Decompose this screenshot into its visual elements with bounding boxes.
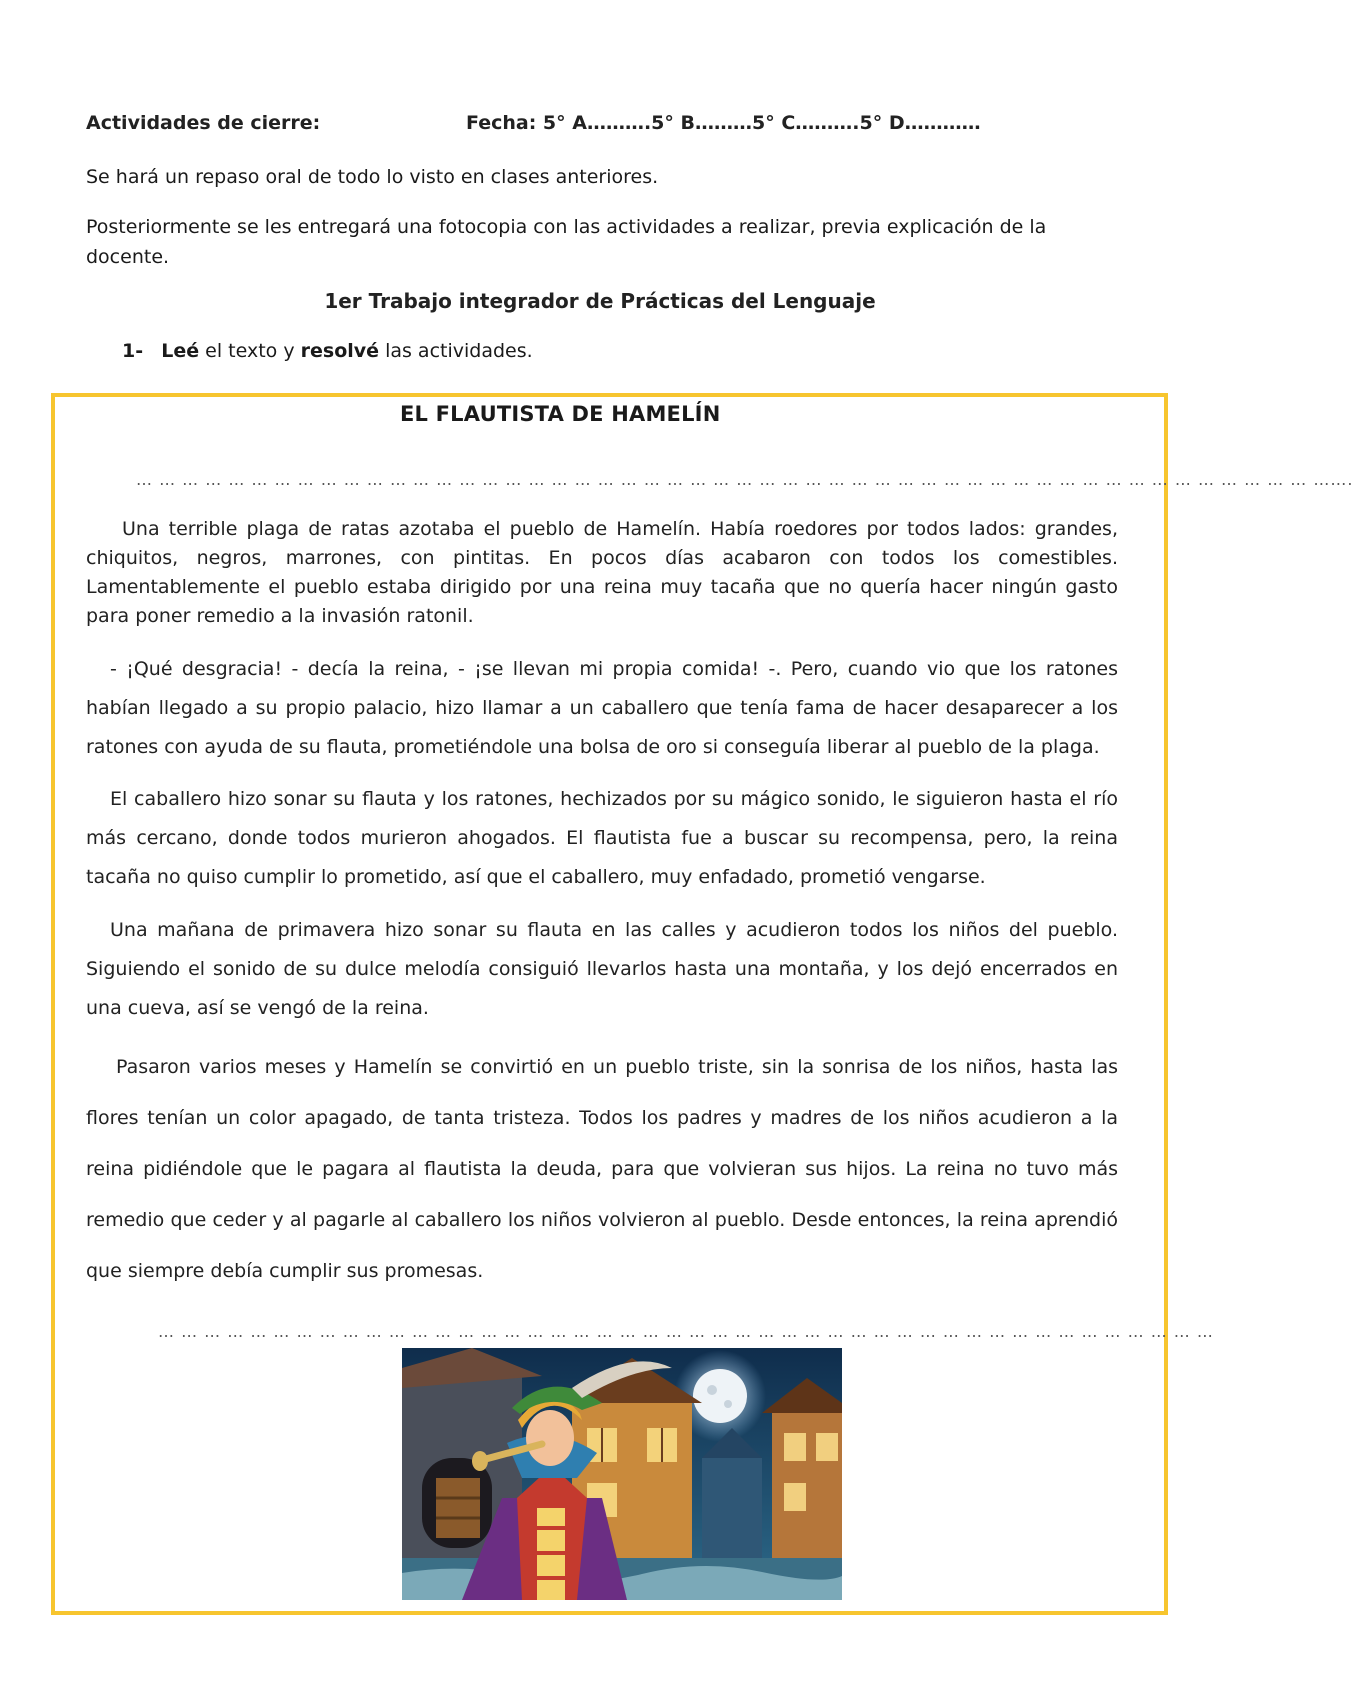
story-paragraph-1: Una terrible plaga de ratas azotaba el pueblo de Hamelín. Había roedores por todos lados: grandes, chiquitos, negros, marrones, con pintitas. En pocos días acabaron con todos los comestibles. Lamentablemente el pueblo estaba dirigido por una reina muy tacaña que no quería hacer ningún gasto para poner remedio a la invasión ratonil.	[86, 518, 1118, 627]
task-verb-solve: resolvé	[300, 340, 380, 362]
intro-paragraph-1: Se hará un repaso oral de todo lo visto en clases anteriores.	[86, 166, 659, 188]
pied-piper-illustration	[402, 1348, 842, 1600]
dotted-line-bottom: … … … … … … … … … … … … … … … … … … … … … … … … … … … … … … … … … … … … … … … … … … … … … …	[158, 1322, 1214, 1341]
story-paragraph-3: El caballero hizo sonar su flauta y los ratones, hechizados por su mágico sonido, le siguieron hasta el río más cercano, donde todos murieron ahogados. El flautista fue a buscar su recompensa, pero, la reina tacaña no quiso cumplir lo prometido, así que el caballero, muy enfadado, prometió vengarse.	[86, 788, 1118, 888]
dotted-line-top: … … … … … … … … … … … … … … … … … … … … … … … … … … … … … … … … … … … … … … … … … … … … … … … … … … … …….	[136, 470, 1353, 489]
task-end: las actividades.	[379, 340, 533, 362]
task-instruction	[122, 340, 533, 362]
task-number: 1-	[122, 340, 144, 362]
task-verb-read: Leé	[161, 340, 200, 362]
activities-label: Actividades de cierre:	[86, 112, 321, 134]
intro-paragraph-2: Posteriormente se les entregará una fotocopia con las actividades a realizar, previa explicación de la docente.	[86, 216, 1047, 268]
story-title: EL FLAUTISTA DE HAMELÍN	[400, 402, 721, 426]
story-paragraph-5: Pasaron varios meses y Hamelín se convirtió en un pueblo triste, sin la sonrisa de los niños, hasta las flores tenían un color apagado, de tanta tristeza. Todos los padres y madres de los niños acudieron a la reina pidiéndole que le pagara al flautista la deuda, para que volvieran sus hijos. La reina no tuvo más remedio que ceder y al pagarle al caballero los niños volvieron al pueblo. Desde entonces, la reina aprendió que siempre debía cumplir sus promesas.	[86, 1056, 1118, 1282]
date-line: Fecha: 5° A……….5° B………5° C……….5° D…………	[466, 112, 981, 134]
activities-header	[86, 112, 1126, 134]
task-middle: el texto y	[199, 340, 301, 362]
work-title: 1er Trabajo integrador de Prácticas del Lenguaje	[324, 289, 876, 313]
story-paragraph-2: - ¡Qué desgracia! - decía la reina, - ¡se llevan mi propia comida! -. Pero, cuando vio que los ratones habían llegado a su propio palacio, hizo llamar a un caballero que tenía fama de hacer desaparecer a los ratones con ayuda de su flauta, prometiéndole una bolsa de oro si conseguía liberar al pueblo de la plaga.	[86, 658, 1118, 758]
story-paragraph-4: Una mañana de primavera hizo sonar su flauta en las calles y acudieron todos los niños del pueblo. Siguiendo el sonido de su dulce melodía consiguió llevarlos hasta una montaña, y los dejó encerrados en una cueva, así se vengó de la reina.	[86, 919, 1118, 1019]
